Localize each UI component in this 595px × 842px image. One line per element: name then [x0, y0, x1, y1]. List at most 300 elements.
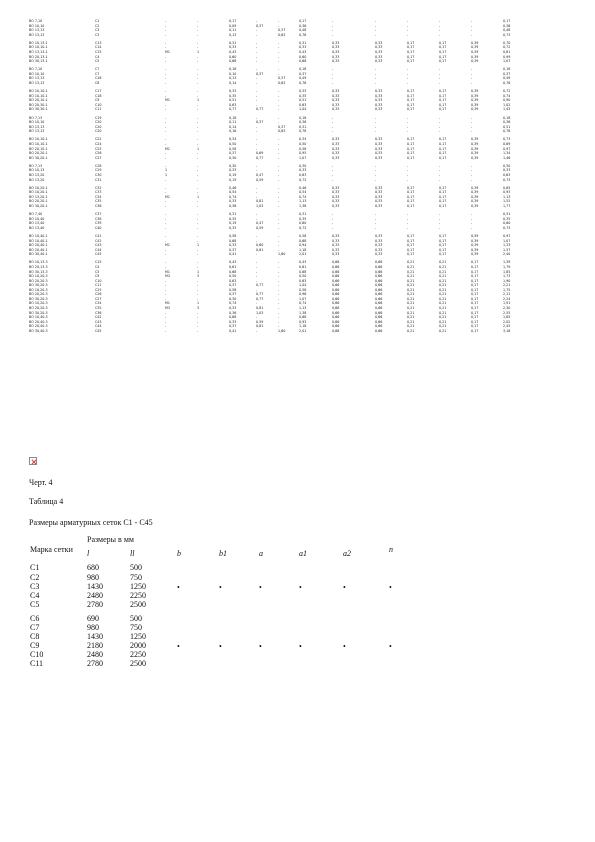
- table-cell: 0,21: [407, 328, 415, 333]
- table-cell: 1,33: [503, 243, 511, 248]
- table-cell: -: [165, 71, 167, 76]
- table-cell: -: [471, 163, 473, 168]
- table-cell: -: [471, 76, 473, 81]
- table-cell: 0,33: [332, 98, 340, 103]
- table-cell: М1: [165, 98, 170, 103]
- table-cell: ВО 20,13-1: [29, 54, 48, 59]
- table-cell: -: [278, 98, 280, 103]
- table-cell: -: [278, 305, 280, 310]
- table-cell: 0,50: [299, 274, 307, 279]
- table-cell: 0,17: [407, 252, 415, 257]
- table-cell: 0,33: [332, 238, 340, 243]
- table-cell: 0,43: [299, 49, 307, 54]
- table-cell: 2,55: [503, 310, 511, 315]
- table-cell: -: [278, 243, 280, 248]
- table-cell: -: [256, 19, 258, 23]
- table-cell: С25: [95, 146, 102, 151]
- table-cell: 0,33: [375, 137, 383, 142]
- table-cell: 0,66: [332, 301, 340, 306]
- table-cell: 0,33: [332, 107, 340, 112]
- table-cell: С44: [95, 324, 102, 329]
- table-row: [29, 650, 409, 659]
- table-cell: С33: [95, 190, 102, 195]
- table-cell: 0,17: [439, 137, 447, 142]
- table-cell: -: [197, 310, 199, 315]
- table-cell: -: [439, 67, 441, 72]
- table-cell: 0,39: [471, 89, 479, 94]
- table-cell: 0,33: [375, 234, 383, 239]
- table-cell: -: [165, 287, 167, 292]
- table-cell: -: [197, 124, 199, 129]
- table-cell: 0,95: [299, 151, 307, 156]
- table-cell: 0,37: [229, 324, 237, 329]
- table-cell: 0,37: [229, 292, 237, 297]
- table-cell: С26: [95, 151, 102, 156]
- table-cell: 0,37: [256, 71, 264, 76]
- table-cell: 1: [197, 243, 200, 248]
- table-cell: 0,66: [375, 274, 383, 279]
- table-cell: 0,66: [332, 283, 340, 288]
- table-cell: 0,17: [407, 203, 415, 208]
- table-cell: -: [197, 260, 199, 265]
- table-cell: -: [278, 23, 280, 28]
- table-cell: -: [165, 216, 167, 221]
- table-cell: 0,94: [299, 243, 307, 248]
- table-cell: -: [256, 49, 258, 54]
- table-cell: -: [165, 221, 167, 226]
- table-cell: 0,39: [471, 151, 479, 156]
- table-cell: С4: [30, 591, 40, 600]
- table-cell: 0,33: [229, 199, 237, 204]
- table-cell: 0,31: [299, 212, 307, 217]
- table-cell: -: [278, 107, 280, 112]
- table-cell: 1,13: [299, 305, 307, 310]
- table-cell: 0,59: [256, 177, 264, 182]
- column-header-ll: ll: [130, 549, 135, 558]
- table-cell: 0,66: [332, 310, 340, 315]
- table-cell: -: [256, 102, 258, 107]
- table-cell: -: [197, 315, 199, 320]
- table-cell: -: [278, 315, 280, 320]
- table-cell: 0,37: [256, 120, 264, 125]
- table-cell: -: [197, 212, 199, 217]
- table-cell: С45: [95, 252, 102, 257]
- table-cell: С42: [95, 238, 102, 243]
- table-cell: -: [278, 225, 280, 230]
- table-cell: 0,33: [375, 190, 383, 195]
- table-cell: 2250: [130, 650, 146, 659]
- table-cell: 0,33: [332, 185, 340, 190]
- table-cell: 0,34: [299, 137, 307, 142]
- table-cell: ВО 30,20-1: [29, 203, 48, 208]
- table-cell: С20: [95, 124, 102, 129]
- table-cell: 0,17: [407, 199, 415, 204]
- table-cell: -: [375, 129, 377, 134]
- table-cell: 0,33: [375, 185, 383, 190]
- table-cell: С3: [30, 582, 40, 591]
- table-cell: -: [197, 265, 199, 270]
- table-cell: 0,66: [375, 287, 383, 292]
- table-cell: 0,17: [407, 93, 415, 98]
- table-cell: -: [407, 172, 409, 177]
- table-cell: -: [165, 129, 167, 134]
- table-cell: 0,17: [407, 146, 415, 151]
- table-cell: -: [165, 28, 167, 33]
- table-cell: 0,33: [375, 247, 383, 252]
- table-cell: -: [407, 168, 409, 173]
- table-cell: -: [197, 155, 199, 160]
- table-cell: ВО 30,13-3: [29, 269, 48, 274]
- table-cell: -: [278, 71, 280, 76]
- table-cell: -: [165, 190, 167, 195]
- table-cell: 0,49: [299, 76, 307, 81]
- table-cell: 0,21: [407, 265, 415, 270]
- table-cell: 0,21: [439, 265, 447, 270]
- table-cell: 0,36: [229, 310, 237, 315]
- table-cell: 0,14: [229, 124, 237, 129]
- table-cell: -: [278, 287, 280, 292]
- table-cell: 0,63: [503, 172, 511, 177]
- table-cell: 0,33: [375, 252, 383, 257]
- table-cell: 0,33: [375, 93, 383, 98]
- table-cell: -: [278, 185, 280, 190]
- table-cell: 0,63: [278, 32, 286, 37]
- table-cell: 0,17: [439, 45, 447, 50]
- table-cell: -: [332, 28, 334, 33]
- table-cell: 0,37: [278, 124, 286, 129]
- table-cell: 0,17: [439, 102, 447, 107]
- table-cell: -: [197, 54, 199, 59]
- table-cell: 0,17: [439, 199, 447, 204]
- table-cell: 0,21: [439, 283, 447, 288]
- table-cell: ВО 10,20-3: [29, 287, 48, 292]
- column-header-mark: Марка сетки: [30, 545, 73, 554]
- table-cell: ВО 13,13: [29, 76, 45, 81]
- table-cell: -: [165, 32, 167, 37]
- table-cell: 0,39: [471, 203, 479, 208]
- table-cell: 0,66: [332, 328, 340, 333]
- table-cell: -: [197, 137, 199, 142]
- table-cell: -: [332, 120, 334, 125]
- table-cell: 0,39: [471, 49, 479, 54]
- table-cell: 0,33: [375, 151, 383, 156]
- table-cell: 0,17: [439, 243, 447, 248]
- table-cell: -: [165, 234, 167, 239]
- table-cell: С9: [30, 641, 40, 650]
- table-cell: 0,73: [299, 225, 307, 230]
- table-cell: -: [407, 216, 409, 221]
- table-cell: 0,90: [503, 98, 511, 103]
- table-cell: ВО 10,40-3: [29, 315, 48, 320]
- table-cell: -: [165, 93, 167, 98]
- table-cell: 0,60: [299, 54, 307, 59]
- table-cell: 0,49: [503, 76, 511, 81]
- table-cell: 1,60: [278, 328, 286, 333]
- table-cell: 0,73: [503, 177, 511, 182]
- table-cell: С27: [95, 296, 102, 301]
- table-cell: -: [407, 212, 409, 217]
- table-cell: М1: [165, 269, 170, 274]
- table-cell: 0,21: [439, 328, 447, 333]
- table-cell: С32: [95, 185, 102, 190]
- table-cell: 0,54: [299, 190, 307, 195]
- table-cell: -: [197, 32, 199, 37]
- table-cell: -: [165, 199, 167, 204]
- table-cell: -: [439, 168, 441, 173]
- table-cell: -: [439, 163, 441, 168]
- table-cell: 0,39: [471, 155, 479, 160]
- table-cell: 0,51: [299, 98, 307, 103]
- table-cell: -: [375, 172, 377, 177]
- table-cell: -: [165, 19, 167, 23]
- table-cell: 0,33: [229, 319, 237, 324]
- table-cell: ВО 20,20-3: [29, 292, 48, 297]
- table-cell: 0,35: [229, 216, 237, 221]
- table-cell: 0,17: [471, 310, 479, 315]
- table-cell: 0,66: [375, 292, 383, 297]
- table-cell: 1: [197, 146, 200, 151]
- table-cell: -: [471, 212, 473, 217]
- table-cell: ВО 20,40-3: [29, 319, 48, 324]
- table-cell: ВО 7,10: [29, 19, 43, 23]
- table-cell: -: [332, 76, 334, 81]
- table-cell: 0,58: [229, 234, 237, 239]
- table-cell: -: [197, 120, 199, 125]
- table-cell: -: [471, 67, 473, 72]
- table-cell: С4: [95, 54, 100, 59]
- table-cell: -: [278, 319, 280, 324]
- table-cell: 0,33: [229, 45, 237, 50]
- table-cell: С2: [30, 573, 40, 582]
- table-cell: 1,18: [299, 324, 307, 329]
- table-cell: 0,76: [503, 80, 511, 85]
- table-cell: С36: [95, 203, 102, 208]
- table-cell: 0,33: [332, 203, 340, 208]
- table-cell: 0,21: [407, 283, 415, 288]
- table-cell: 0,39: [471, 59, 479, 64]
- table-cell: ВО 7,13: [29, 115, 43, 120]
- table-row: [29, 33, 549, 38]
- table-cell: -: [256, 32, 258, 37]
- table-cell: 0,21: [407, 274, 415, 279]
- table-cell: -: [375, 76, 377, 81]
- table-cell: 0,17: [407, 194, 415, 199]
- table-cell: 0,33: [229, 168, 237, 173]
- table-cell: 2780: [87, 600, 103, 609]
- table-cell: М1: [165, 49, 170, 54]
- table-cell: 0,39: [471, 194, 479, 199]
- table-cell: -: [165, 283, 167, 288]
- table-cell: 2500: [130, 659, 146, 668]
- table-cell: -: [165, 292, 167, 297]
- table-cell: 0,50: [229, 274, 237, 279]
- table-cell: 0,63: [229, 278, 237, 283]
- table-cell: 1,03: [256, 203, 264, 208]
- table-cell: 0,37: [278, 76, 286, 81]
- table-cell: -: [407, 80, 409, 85]
- table-cell: С34: [95, 301, 102, 306]
- table-cell: ВО 10,40-1: [29, 234, 48, 239]
- table-cell: 980: [87, 623, 99, 632]
- table-cell: -: [256, 93, 258, 98]
- table-cell: 0,39: [471, 199, 479, 204]
- table-cell: -: [165, 151, 167, 156]
- table-cell: 0,33: [229, 89, 237, 94]
- table-cell: 0,21: [407, 305, 415, 310]
- table-cell: 2250: [130, 591, 146, 600]
- table-cell: -: [197, 151, 199, 156]
- table-cell: 0,17: [439, 247, 447, 252]
- table-cell: -: [197, 234, 199, 239]
- table-cell: 0,37: [278, 28, 286, 33]
- table-cell: 0,17: [407, 190, 415, 195]
- table-cell: 0,36: [299, 23, 307, 28]
- table-cell: 1430: [87, 632, 103, 641]
- mesh-consumption-table: [29, 19, 549, 333]
- table-cell: -: [439, 32, 441, 37]
- table-cell: -: [439, 71, 441, 76]
- table-cell: -: [256, 252, 258, 257]
- table-cell: 1: [197, 269, 200, 274]
- table-cell: ВО 10,10: [29, 71, 45, 76]
- table-cell: -: [471, 23, 473, 28]
- table-cell: 0,66: [332, 260, 340, 265]
- table-cell: 0,39: [471, 107, 479, 112]
- table-cell: -: [471, 129, 473, 134]
- table-cell: 2,11: [503, 292, 511, 297]
- table-cell: -: [471, 168, 473, 173]
- table-cell: -: [165, 203, 167, 208]
- table-cell: 0,43: [229, 260, 237, 265]
- table-cell: 0,21: [407, 315, 415, 320]
- table-cell: -: [197, 177, 199, 182]
- table-row: [29, 107, 549, 112]
- table-cell: -: [256, 315, 258, 320]
- table-cell: -: [278, 199, 280, 204]
- table-cell: С7: [95, 67, 100, 72]
- table-cell: -: [278, 212, 280, 217]
- dot-marker: •: [389, 642, 392, 651]
- table-cell: 0,33: [229, 225, 237, 230]
- table-cell: 0,21: [407, 269, 415, 274]
- table-cell: ВО 30,20-3: [29, 296, 48, 301]
- table-cell: 0,39: [471, 54, 479, 59]
- table-cell: -: [256, 137, 258, 142]
- table-cell: -: [471, 221, 473, 226]
- table-cell: -: [278, 151, 280, 156]
- table-cell: 0,37: [229, 151, 237, 156]
- table-cell: 1,07: [299, 155, 307, 160]
- table-cell: 0,18: [229, 115, 237, 120]
- table-cell: -: [165, 67, 167, 72]
- table-row: [29, 252, 549, 257]
- table-cell: 0,17: [299, 19, 307, 23]
- table-cell: -: [439, 124, 441, 129]
- table-cell: 0,35: [299, 93, 307, 98]
- table-cell: С15: [95, 260, 102, 265]
- dot-marker: •: [389, 583, 392, 592]
- table-cell: -: [165, 89, 167, 94]
- table-cell: 0,39: [471, 40, 479, 45]
- table-cell: -: [471, 80, 473, 85]
- dot-marker: •: [299, 583, 302, 592]
- table-cell: 2480: [87, 650, 103, 659]
- table-cell: 1: [197, 301, 200, 306]
- table-cell: 0,77: [256, 283, 264, 288]
- table-cell: 0,33: [332, 247, 340, 252]
- table-row: [29, 156, 549, 161]
- table-cell: -: [332, 221, 334, 226]
- table-cell: 0,66: [332, 269, 340, 274]
- table-cell: 1,39: [503, 260, 511, 265]
- table-cell: 0,33: [332, 54, 340, 59]
- table-cell: ВО 20,20-1: [29, 199, 48, 204]
- table-cell: -: [256, 260, 258, 265]
- table-cell: -: [256, 301, 258, 306]
- table-cell: -: [165, 252, 167, 257]
- table-cell: 0,39: [471, 247, 479, 252]
- table-cell: -: [471, 172, 473, 177]
- table-cell: 1,34: [503, 151, 511, 156]
- table-cell: 0,33: [375, 194, 383, 199]
- table-cell: -: [278, 296, 280, 301]
- table-cell: -: [278, 194, 280, 199]
- dot-marker: •: [219, 583, 222, 592]
- table-cell: 0,21: [407, 278, 415, 283]
- table-cell: 0,33: [332, 59, 340, 64]
- table-cell: М1: [165, 146, 170, 151]
- table-cell: 0,17: [439, 238, 447, 243]
- table-cell: -: [165, 115, 167, 120]
- table-cell: 0,68: [299, 238, 307, 243]
- table-cell: 0,66: [375, 278, 383, 283]
- table-cell: С43: [95, 319, 102, 324]
- table-cell: 0,19: [229, 221, 237, 226]
- table-cell: 0,68: [229, 238, 237, 243]
- table-cell: 0,10: [229, 71, 237, 76]
- table-cell: С18: [95, 93, 102, 98]
- table-cell: -: [256, 265, 258, 270]
- table-cell: 0,17: [471, 274, 479, 279]
- table-cell: 1: [165, 172, 168, 177]
- table-cell: 1,91: [503, 301, 511, 306]
- table-cell: -: [197, 168, 199, 173]
- table-cell: -: [165, 23, 167, 28]
- table-cell: 0,11: [229, 120, 237, 125]
- table-cell: ВО 20,13-3: [29, 265, 48, 270]
- table-cell: 0,35: [229, 93, 237, 98]
- column-header-a1: a1: [299, 549, 307, 558]
- table-cell: -: [278, 177, 280, 182]
- table-cell: С20: [95, 120, 102, 125]
- table-cell: 0,50: [229, 142, 237, 147]
- table-cell: 0,39: [471, 45, 479, 50]
- table-cell: 0,33: [332, 252, 340, 257]
- table-cell: -: [332, 19, 334, 23]
- table-cell: -: [278, 292, 280, 297]
- table-cell: 0,21: [407, 292, 415, 297]
- table-cell: 0,51: [299, 124, 307, 129]
- table-cell: 1,18: [299, 247, 307, 252]
- table-cell: -: [165, 278, 167, 283]
- column-header-b: b: [177, 549, 181, 558]
- table-cell: 0,33: [332, 93, 340, 98]
- table-cell: -: [407, 177, 409, 182]
- table-cell: 0,17: [471, 319, 479, 324]
- table-cell: 0,17: [439, 98, 447, 103]
- dot-marker: •: [177, 642, 180, 651]
- table-cell: -: [197, 115, 199, 120]
